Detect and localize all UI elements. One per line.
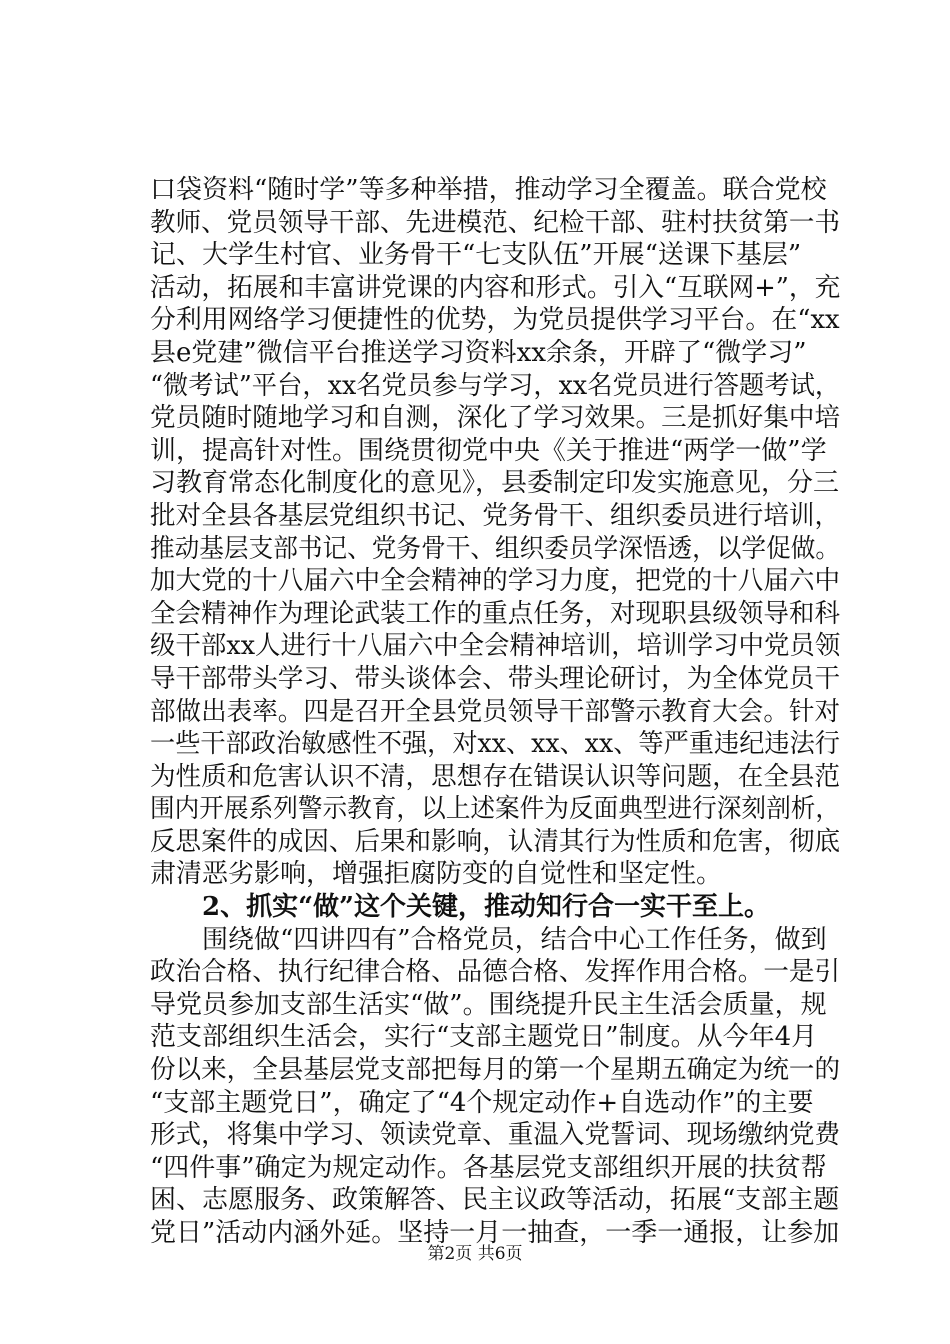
- page-footer: 第2页 共6页: [427, 1244, 523, 1264]
- text-line: 导干部带头学习、带头谈体会、带头理论研讨，为全体党员干: [150, 663, 841, 694]
- document-body: [150, 174, 840, 1250]
- text-line: 范支部组织生活会，实行“支部主题党日”制度。从今年4月: [150, 1022, 818, 1053]
- text-line: 部做出表率。四是召开全县党员领导干部警示教育大会。针对: [150, 696, 841, 727]
- text-line: 形式，将集中学习、领读党章、重温入党誓词、现场缴纳党费: [150, 1120, 841, 1151]
- text-line: 活动，拓展和丰富讲党课的内容和形式。引入“互联网+”，充: [150, 272, 841, 303]
- text-line: 为性质和危害认识不清，思想存在错误认识等问题，在全县范: [150, 761, 841, 792]
- text-line: 记、大学生村官、业务骨干“七支队伍”开展“送课下基层”: [150, 240, 802, 271]
- text-line: 习教育常态化制度化的意见》，县委制定印发实施意见，分三: [150, 468, 840, 499]
- text-line: 一些干部政治敏感性不强，对xx、xx、xx、等严重违纪违法行: [150, 729, 840, 760]
- text-line: 全会精神作为理论武装工作的重点任务，对现职县级领导和科: [150, 598, 841, 629]
- text-line: 困、志愿服务、政策解答、民主议政等活动，拓展“支部主题: [150, 1185, 840, 1216]
- text-line: 反思案件的成因、后果和影响，认清其行为性质和危害，彻底: [150, 826, 841, 857]
- text-line: 级干部xx人进行十八届六中全会精神培训，培训学习中党员领: [150, 631, 841, 662]
- text-line: 口袋资料“随时学”等多种举措，推动学习全覆盖。联合党校: [150, 175, 827, 205]
- text-line: 导党员参加支部生活实“做”。围绕提升民主生活会质量，规: [150, 989, 827, 1020]
- text-line: 党员随时随地学习和自测，深化了学习效果。三是抓好集中培: [150, 403, 841, 434]
- text-line: 肃清恶劣影响，增强拒腐防变的自觉性和坚定性。: [150, 859, 723, 890]
- text-line: “微考试”平台，xx名党员参与学习，xx名党员进行答题考试，: [150, 370, 841, 401]
- text-line: “四件事”确定为规定动作。各基层党支部组织开展的扶贫帮: [150, 1152, 827, 1183]
- text-line: 县e党建”微信平台推送学习资料xx余条，开辟了“微学习”: [150, 337, 807, 368]
- text-line: 分利用网络学习便捷性的优势，为党员提供学习平台。在“xx: [150, 305, 840, 336]
- text-line: 政治合格、执行纪律合格、品德合格、发挥作用合格。一是引: [150, 957, 841, 988]
- text-line: 围内开展系列警示教育，以上述案件为反面典型进行深刻剖析，: [150, 794, 841, 825]
- text-line: 份以来，全县基层党支部把每月的第一个星期五确定为统一的: [150, 1055, 841, 1086]
- text-line: 党日”活动内涵外延。坚持一月一抽查，一季一通报，让参加: [150, 1218, 840, 1248]
- section-heading: 2、抓实“做”这个关键，推动知行合一实干至上。: [150, 892, 771, 923]
- text-line: 训，提高针对性。围绕贯彻党中央《关于推进“两学一做”学: [150, 435, 827, 466]
- text-line: 批对全县各基层党组织书记、党务骨干、组织委员进行培训，: [150, 500, 841, 531]
- text-line: “支部主题党日”，确定了“4个规定动作+自选动作”的主要: [150, 1087, 814, 1118]
- text-line: 教师、党员领导干部、先进模范、纪检干部、驻村扶贫第一书: [150, 207, 841, 238]
- text-line: 推动基层支部书记、党务骨干、组织委员学深悟透，以学促做。: [150, 533, 841, 564]
- text-line: 加大党的十八届六中全会精神的学习力度，把党的十八届六中: [150, 566, 841, 597]
- text-line: 围绕做“四讲四有”合格党员，结合中心工作任务，做到: [150, 924, 827, 955]
